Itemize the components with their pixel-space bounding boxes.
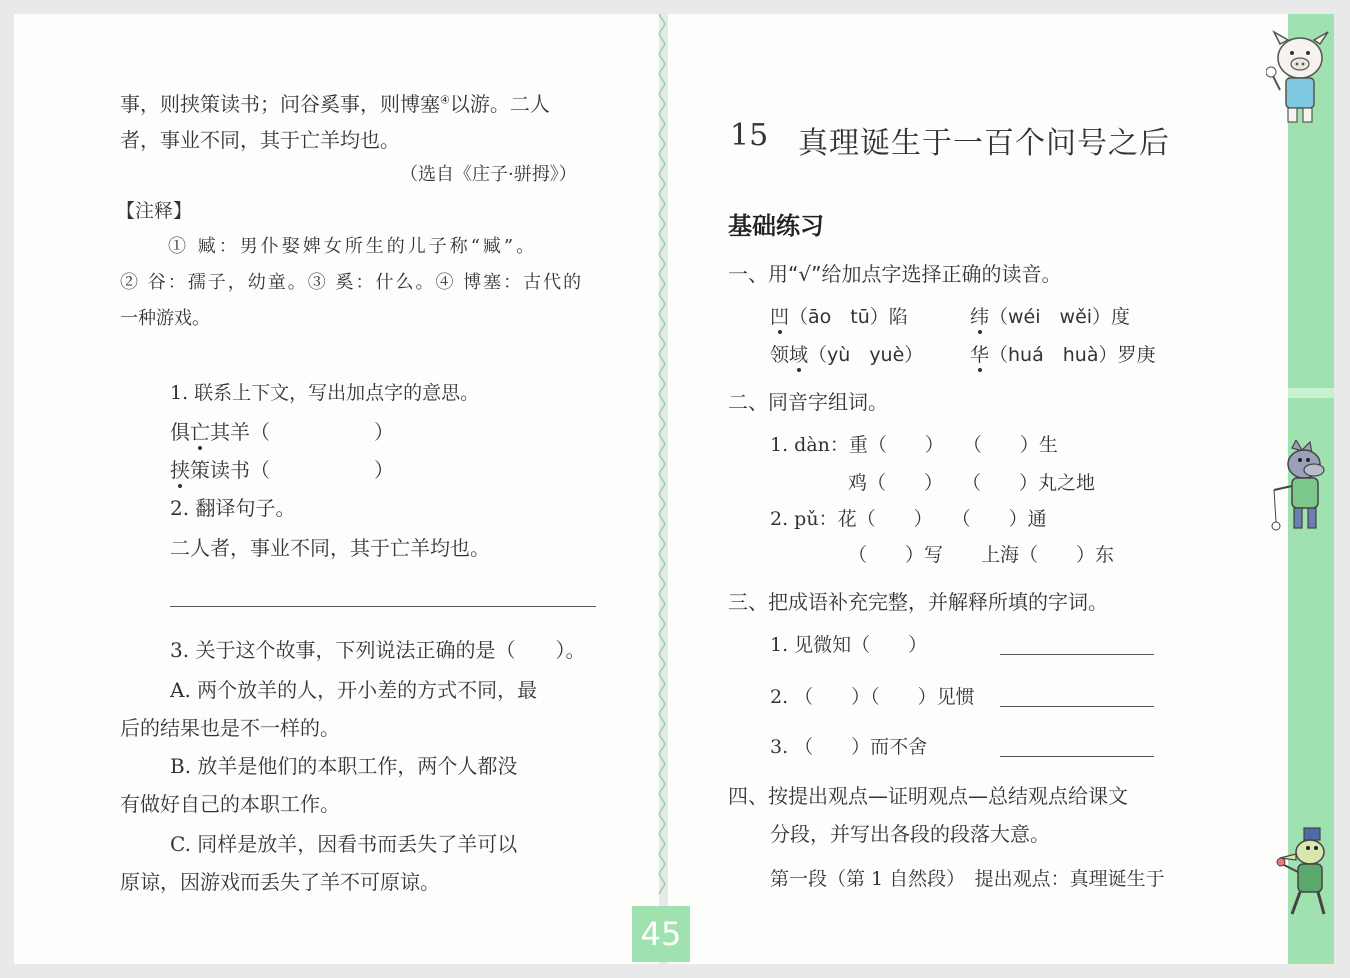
- homophone-line-4: （ ）写 上海（ ）东: [848, 544, 1115, 566]
- idiom-item-1: 1. 见微知（ ）: [770, 634, 928, 656]
- homophone-line-1: 1. dàn：重（ ） （ ）生: [770, 434, 1058, 456]
- pinyin-item-4: 华（huá huà）罗庚: [970, 344, 1156, 366]
- lesson-number: 15: [730, 118, 769, 153]
- homophone-line-3: 2. pǔ：花（ ） （ ）通: [770, 508, 1047, 530]
- page-number: 45: [632, 906, 690, 962]
- note-line-1: ① 臧：男仆娶婢女所生的儿子称“臧”。: [168, 236, 538, 257]
- side-strip-band: [1288, 388, 1334, 398]
- pinyin-item-3: 领域（yù yuè）: [770, 344, 924, 366]
- pinyin-item-1: 凹（āo tū）陷: [770, 306, 908, 328]
- wolf-yoyo-mascot-icon: [1270, 440, 1334, 540]
- exercise-4-first-paragraph: 第一段（第 1 自然段） 提出观点：真理诞生于: [770, 868, 1165, 890]
- fox-mascot-icon: [1274, 824, 1334, 920]
- exercise-4-title-line-1: 四、按提出观点—证明观点—总结观点给课文: [728, 784, 1128, 808]
- section-heading: 基础练习: [728, 212, 824, 240]
- question-1-item-1: 俱亡其羊（ ）: [170, 420, 394, 444]
- option-c-line-2: 原谅，因游戏而丢失了羊不可原谅。: [120, 870, 440, 894]
- spine-zigzag: [656, 14, 668, 894]
- exercise-2-title: 二、同音字组词。: [728, 390, 888, 414]
- idiom-answer-line-3: [1000, 756, 1154, 757]
- question-1: 1. 联系上下文，写出加点字的意思。: [170, 382, 480, 404]
- exercise-1-title: 一、用“√”给加点字选择正确的读音。: [728, 262, 1062, 286]
- question-2-sentence: 二人者，事业不同，其于亡羊均也。: [170, 536, 490, 560]
- option-a-line-2: 后的结果也是不一样的。: [120, 716, 340, 740]
- option-c-line-1: C. 同样是放羊，因看书而丢失了羊可以: [170, 832, 518, 856]
- option-a-line-1: A. 两个放羊的人，开小差的方式不同，最: [170, 678, 538, 702]
- option-b-line-2: 有做好自己的本职工作。: [120, 792, 340, 816]
- homophone-line-2: 鸡（ ） （ ）丸之地: [848, 472, 1096, 494]
- idiom-item-2: 2. （ ）（ ）见惯: [770, 686, 975, 708]
- idiom-item-3: 3. （ ）而不舍: [770, 736, 928, 758]
- note-line-3: 一种游戏。: [120, 308, 210, 329]
- pig-mascot-icon: [1266, 30, 1334, 126]
- passage-source: （选自《庄子·骈拇》）: [400, 164, 577, 185]
- question-1-item-2: 挟策读书（ ）: [170, 458, 394, 482]
- option-b-line-1: B. 放羊是他们的本职工作，两个人都没: [170, 754, 518, 778]
- note-line-2: ② 谷：孺子，幼童。③ 奚：什么。④ 博塞：古代的: [120, 272, 584, 293]
- question-2: 2. 翻译句子。: [170, 496, 296, 520]
- passage-line-2: 者，事业不同，其于亡羊均也。: [120, 128, 400, 152]
- question-3: 3. 关于这个故事，下列说法正确的是（ ）。: [170, 638, 586, 662]
- idiom-answer-line-1: [1000, 654, 1154, 655]
- answer-line: [170, 606, 596, 607]
- exercise-4-title-line-2: 分段，并写出各段的段落大意。: [770, 822, 1050, 846]
- notes-heading: 【注释】: [116, 200, 193, 222]
- exercise-3-title: 三、把成语补充完整，并解释所填的字词。: [728, 590, 1108, 614]
- passage-line-1: 事，则挟策读书；问谷奚事，则博塞④以游。二人: [120, 92, 550, 116]
- pinyin-item-2: 纬（wéi wěi）度: [970, 306, 1131, 328]
- lesson-title: 真理诞生于一百个问号之后: [798, 126, 1170, 161]
- left-page: [14, 14, 659, 964]
- idiom-answer-line-2: [1000, 706, 1154, 707]
